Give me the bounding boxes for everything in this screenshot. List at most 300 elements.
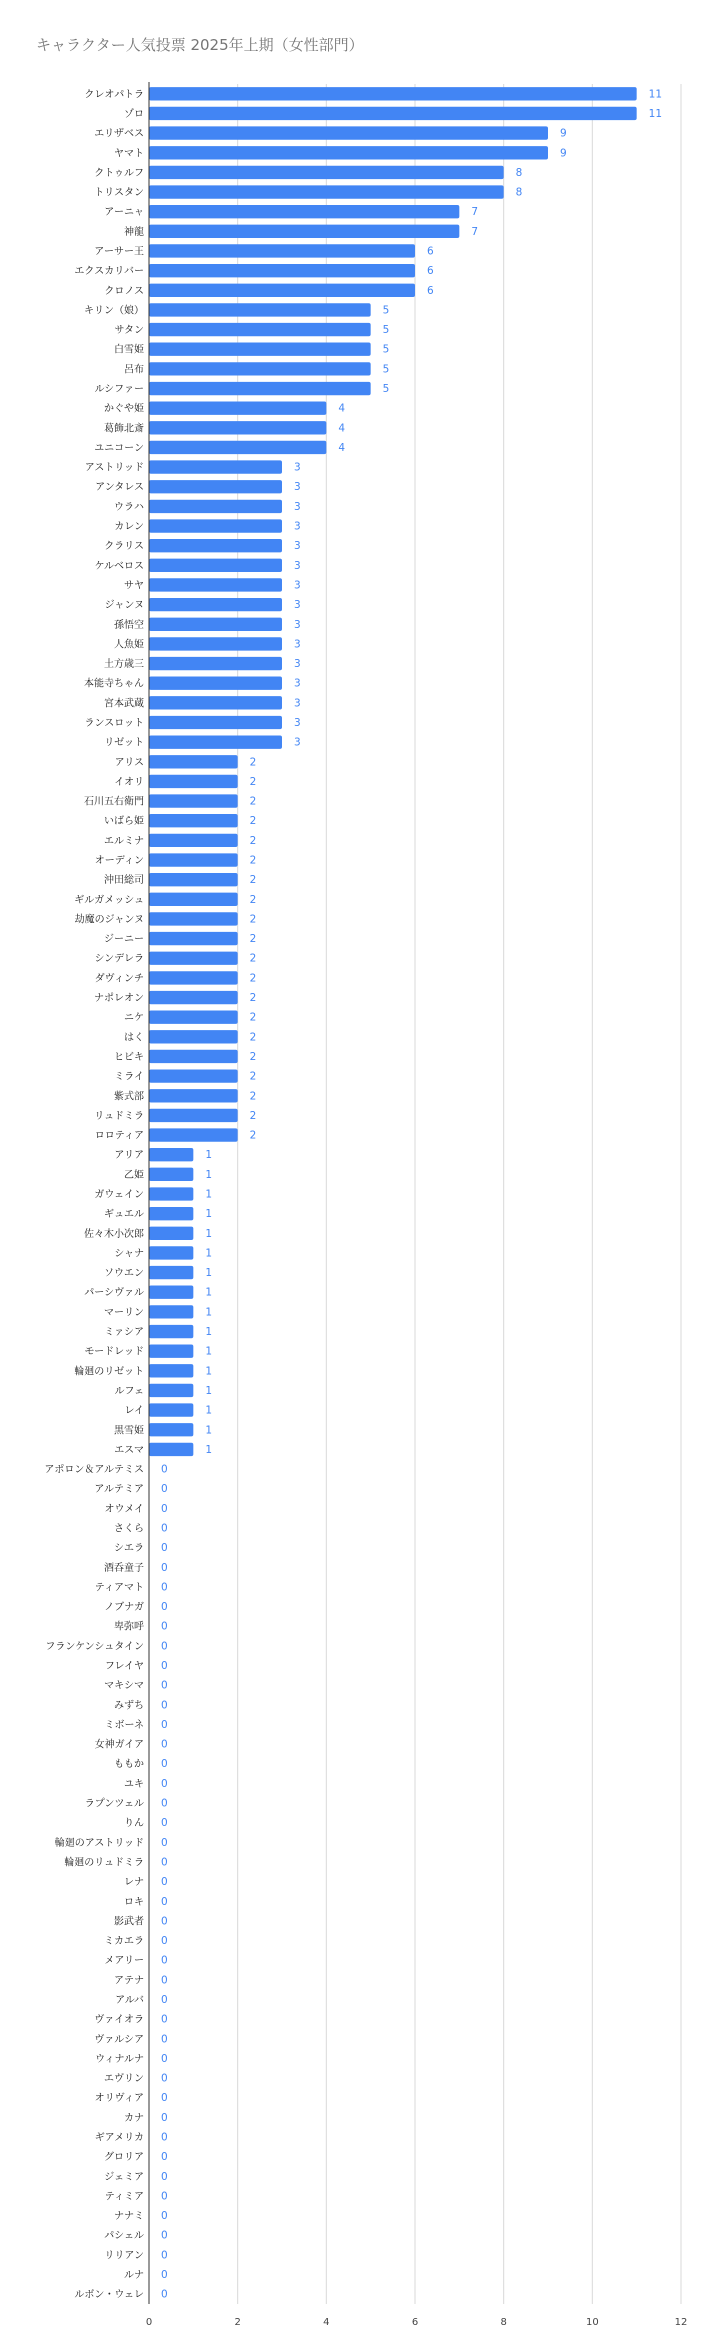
- value-label: 1: [205, 1443, 213, 1456]
- value-label: 2: [249, 1109, 257, 1122]
- value-label: 1: [205, 1404, 213, 1417]
- bar: [149, 677, 282, 690]
- bar: [149, 814, 238, 827]
- value-label: 0: [161, 1718, 168, 1731]
- value-label: 0: [161, 1993, 168, 2006]
- value-label: 5: [382, 343, 390, 356]
- bar: [149, 1050, 238, 1063]
- category-label: ゾロ: [124, 108, 144, 120]
- bar: [149, 637, 282, 650]
- bar: [149, 1325, 193, 1338]
- value-label: 0: [161, 1620, 168, 1633]
- value-label: 3: [294, 500, 301, 513]
- bar: [149, 1069, 238, 1082]
- category-label: ティミア: [104, 2191, 144, 2203]
- category-label: リュドミラ: [94, 1110, 144, 1122]
- category-label: イオリ: [114, 776, 144, 788]
- category-label: 人魚姫: [114, 639, 144, 651]
- bar: [149, 225, 459, 238]
- category-label: ジェミア: [104, 2171, 144, 2183]
- bar: [149, 362, 371, 375]
- category-label: サタン: [114, 325, 144, 337]
- value-label: 0: [161, 2288, 168, 2301]
- category-label: 本能寺ちゃん: [84, 678, 144, 690]
- value-label: 7: [471, 225, 479, 238]
- category-label: エリザベス: [94, 128, 144, 140]
- value-label: 5: [382, 304, 390, 317]
- value-label: 0: [161, 1895, 168, 1908]
- category-label: ロロティア: [94, 1130, 144, 1142]
- value-label: 2: [249, 913, 257, 926]
- category-label: エスマ: [114, 1444, 144, 1456]
- category-label: ミァシア: [104, 1327, 144, 1339]
- bar: [149, 794, 238, 807]
- value-label: 2: [249, 1031, 257, 1044]
- value-label: 1: [205, 1424, 213, 1437]
- value-label: 1: [205, 1267, 213, 1280]
- x-tick-label: 2: [234, 2317, 241, 2328]
- bar: [149, 1089, 238, 1102]
- bar: [149, 735, 282, 748]
- value-label: 5: [382, 324, 390, 337]
- category-label: ジーニー: [104, 934, 144, 946]
- category-label: 宮本武蔵: [104, 698, 144, 710]
- value-label: 1: [205, 1208, 213, 1221]
- category-label: アストリッド: [84, 462, 144, 474]
- x-tick-label: 4: [323, 2317, 330, 2328]
- bar: [149, 107, 637, 120]
- value-label: 0: [161, 2249, 168, 2262]
- bar: [149, 1011, 238, 1024]
- bar: [149, 441, 326, 454]
- value-label: 2: [249, 795, 257, 808]
- category-label: 石川五右衛門: [84, 796, 144, 808]
- category-label: ノブナガ: [104, 1602, 144, 1614]
- bar: [149, 421, 326, 434]
- bar: [149, 912, 238, 925]
- category-label: グロリア: [104, 2152, 144, 2164]
- category-label: マキシマ: [104, 1680, 144, 1692]
- category-label: 輪廻のリゼット: [74, 1366, 144, 1378]
- bar: [149, 382, 371, 395]
- bar: [149, 1187, 193, 1200]
- category-label: フランケンシュタイン: [45, 1641, 144, 1653]
- category-label: ガウェイン: [94, 1189, 144, 1201]
- bar: [149, 264, 415, 277]
- category-label: リゼット: [104, 737, 144, 749]
- bar: [149, 834, 238, 847]
- value-label: 1: [205, 1149, 213, 1162]
- bar: [149, 775, 238, 788]
- value-label: 0: [161, 2111, 168, 2124]
- value-label: 0: [161, 1640, 168, 1653]
- category-label: ヴァルシア: [94, 2034, 144, 2046]
- category-label: 乙姫: [124, 1169, 144, 1181]
- category-label: オーディン: [94, 855, 144, 867]
- x-tick-label: 10: [585, 2317, 599, 2328]
- value-label: 0: [161, 1817, 168, 1830]
- category-label: フレイヤ: [104, 1661, 144, 1673]
- value-label: 2: [249, 775, 257, 788]
- value-label: 0: [161, 1699, 168, 1712]
- x-tick-label: 0: [145, 2317, 153, 2328]
- category-label: ルボン・ウェレ: [74, 2289, 144, 2301]
- value-label: 9: [560, 127, 567, 140]
- value-label: 0: [161, 1954, 168, 1967]
- category-label: ルフェ: [114, 1385, 144, 1397]
- category-label: 影武者: [114, 1916, 144, 1928]
- value-label: 3: [294, 520, 301, 533]
- category-label: ユキ: [124, 1778, 144, 1790]
- bar: [149, 1384, 193, 1397]
- bar: [149, 657, 282, 670]
- bar: [149, 952, 238, 965]
- value-label: 2: [249, 1070, 257, 1083]
- value-label: 1: [205, 1306, 213, 1319]
- value-label: 3: [294, 638, 301, 651]
- bar: [149, 539, 282, 552]
- value-label: 1: [205, 1326, 213, 1339]
- category-label: はく: [124, 1032, 144, 1044]
- value-label: 1: [205, 1188, 213, 1201]
- category-label: 白雪姫: [114, 344, 144, 356]
- category-label: 輪廻のリュドミラ: [64, 1857, 144, 1869]
- bar: [149, 480, 282, 493]
- category-label: シエラ: [114, 1543, 144, 1555]
- value-label: 2: [249, 952, 257, 965]
- category-label: アリス: [114, 757, 144, 769]
- category-label: 沖田総司: [104, 875, 144, 887]
- bar: [149, 696, 282, 709]
- bar: [149, 1305, 193, 1318]
- bar: [149, 500, 282, 513]
- value-label: 1: [205, 1286, 213, 1299]
- value-label: 3: [294, 716, 301, 729]
- value-label: 6: [427, 265, 434, 278]
- category-label: 呂布: [124, 364, 144, 376]
- category-label: ナポレオン: [94, 993, 144, 1005]
- category-label: クレオパトラ: [84, 89, 144, 101]
- bar: [149, 1246, 193, 1259]
- value-label: 2: [249, 972, 257, 985]
- value-label: 0: [161, 1502, 168, 1515]
- value-label: 0: [161, 2072, 168, 2085]
- category-label: キリン（娘）: [84, 305, 144, 317]
- value-label: 2: [249, 1050, 257, 1063]
- value-label: 0: [161, 1463, 168, 1476]
- value-label: 3: [294, 658, 301, 671]
- category-label: アポロン＆アルテミス: [44, 1464, 144, 1476]
- bar: [149, 1148, 193, 1161]
- category-label: ケルベロス: [94, 560, 144, 572]
- category-label: ミカエラ: [104, 1936, 144, 1948]
- value-label: 0: [161, 1974, 168, 1987]
- category-label: ラプンツェル: [84, 1798, 144, 1810]
- bar: [149, 284, 415, 297]
- value-label: 0: [161, 2210, 168, 2223]
- value-label: 3: [294, 736, 301, 749]
- category-label: モードレッド: [84, 1346, 144, 1358]
- bar: [149, 185, 504, 198]
- category-label: マーリン: [104, 1307, 144, 1319]
- bar: [149, 1109, 238, 1122]
- bar: [149, 1030, 238, 1043]
- value-label: 0: [161, 2151, 168, 2164]
- bar: [149, 146, 548, 159]
- value-label: 4: [338, 402, 346, 415]
- category-label: アンタレス: [95, 482, 144, 494]
- value-label: 8: [515, 186, 523, 199]
- bar: [149, 853, 238, 866]
- category-label: かぐや姫: [104, 403, 144, 415]
- category-label: ミボーネ: [104, 1719, 144, 1731]
- category-label: 佐々木小次郎: [84, 1228, 144, 1240]
- bar: [149, 893, 238, 906]
- bar: [149, 716, 282, 729]
- category-label: ティアマト: [94, 1582, 144, 1594]
- category-label: エクスカリバー: [74, 266, 144, 278]
- category-label: アリア: [114, 1150, 144, 1162]
- x-tick-label: 6: [411, 2317, 419, 2328]
- bar: [149, 1128, 238, 1141]
- value-label: 2: [249, 874, 257, 887]
- category-label: サヤ: [124, 580, 144, 592]
- value-label: 3: [294, 618, 301, 631]
- category-label: パーシヴァル: [84, 1287, 144, 1299]
- value-label: 3: [294, 481, 301, 494]
- category-label: ランスロット: [84, 717, 144, 729]
- value-label: 1: [205, 1384, 213, 1397]
- bar: [149, 755, 238, 768]
- category-label: 神龍: [124, 226, 144, 238]
- category-label: シンデレラ: [94, 953, 144, 965]
- category-label: ギュエル: [104, 1209, 144, 1221]
- category-label: ルシファー: [94, 384, 144, 396]
- category-label: 劫魔のジャンヌ: [74, 914, 144, 926]
- bar: [149, 1344, 193, 1357]
- category-label: 卑弥呼: [114, 1621, 144, 1633]
- bar: [149, 323, 371, 336]
- category-label: エヴリン: [104, 2073, 144, 2085]
- category-label: いばら姫: [104, 816, 144, 828]
- value-label: 0: [161, 1915, 168, 1928]
- category-label: アルバ: [115, 1994, 144, 2006]
- bar: [149, 343, 371, 356]
- bar: [149, 1207, 193, 1220]
- category-label: 孫悟空: [114, 619, 144, 631]
- value-label: 2: [249, 893, 257, 906]
- category-label: エルミナ: [104, 835, 144, 847]
- bar: [149, 598, 282, 611]
- bar: [149, 1168, 193, 1181]
- category-label: クラリス: [104, 541, 144, 553]
- bar: [149, 126, 548, 139]
- value-label: 0: [161, 1483, 168, 1496]
- category-label: オリヴィア: [94, 2093, 144, 2105]
- category-label: アルテミア: [94, 1484, 144, 1496]
- value-label: 2: [249, 756, 257, 769]
- category-label: 輪廻のアストリッド: [54, 1837, 144, 1849]
- bar: [149, 401, 326, 414]
- bar: [149, 87, 637, 100]
- value-label: 0: [161, 1522, 168, 1535]
- value-label: 2: [249, 834, 257, 847]
- bar: [149, 166, 504, 179]
- bar: [149, 971, 238, 984]
- value-label: 4: [338, 422, 346, 435]
- value-label: 3: [294, 461, 301, 474]
- x-tick-label: 8: [500, 2317, 507, 2328]
- category-label: ももか: [114, 1759, 144, 1771]
- bar: [149, 460, 282, 473]
- category-label: 酒呑童子: [104, 1562, 144, 1574]
- value-label: 1: [205, 1365, 213, 1378]
- category-label: レナ: [124, 1877, 144, 1889]
- value-label: 1: [205, 1168, 213, 1181]
- bar: [149, 303, 371, 316]
- value-label: 0: [161, 1758, 168, 1771]
- value-label: 0: [161, 1797, 168, 1810]
- value-label: 0: [161, 1581, 168, 1594]
- value-label: 5: [382, 383, 390, 396]
- category-label: 土方歳三: [104, 659, 144, 671]
- value-label: 11: [648, 88, 663, 101]
- category-label: ヒビキ: [114, 1051, 144, 1063]
- bar: [149, 991, 238, 1004]
- category-label: 葛飾北斎: [104, 423, 144, 435]
- x-tick-label: 12: [674, 2317, 688, 2328]
- value-label: 0: [161, 1679, 168, 1692]
- value-label: 3: [294, 697, 301, 710]
- category-label: さくら: [114, 1523, 144, 1535]
- bar: [149, 1403, 193, 1416]
- category-label: ルナ: [124, 2270, 144, 2282]
- bar: [149, 1443, 193, 1456]
- bar: [149, 1423, 193, 1436]
- category-label: ウラハ: [114, 501, 144, 513]
- bar: [149, 618, 282, 631]
- category-label: りん: [124, 1818, 144, 1830]
- value-label: 0: [161, 2013, 168, 2026]
- bar: [149, 519, 282, 532]
- category-label: オウメイ: [104, 1503, 144, 1515]
- category-label: ギルガメッシュ: [74, 894, 144, 906]
- category-label: トリスタン: [94, 187, 144, 199]
- bar: [149, 1227, 193, 1240]
- value-label: 0: [161, 2092, 168, 2105]
- value-label: 0: [161, 2131, 168, 2144]
- value-label: 5: [382, 363, 390, 376]
- value-label: 1: [205, 1345, 213, 1358]
- value-label: 2: [249, 1129, 257, 1142]
- category-label: ヤマト: [114, 148, 144, 160]
- value-label: 3: [294, 540, 301, 553]
- category-label: シャナ: [114, 1248, 144, 1260]
- category-label: ロキ: [124, 1896, 144, 1908]
- chart-title: キャラクター人気投票 2025年上期（女性部門）: [36, 36, 364, 54]
- value-label: 9: [560, 147, 567, 160]
- category-label: パシェル: [104, 2230, 144, 2242]
- value-label: 3: [294, 599, 301, 612]
- category-label: リリアン: [104, 2250, 144, 2262]
- category-label: ユニコーン: [94, 442, 144, 454]
- value-label: 2: [249, 815, 257, 828]
- category-label: ミライ: [114, 1071, 144, 1083]
- bar: [149, 873, 238, 886]
- value-label: 0: [161, 2229, 168, 2242]
- value-label: 11: [648, 107, 663, 120]
- value-label: 8: [515, 166, 523, 179]
- value-label: 0: [161, 1935, 168, 1948]
- category-label: クロノス: [104, 285, 144, 297]
- value-label: 0: [161, 1856, 168, 1869]
- category-label: みずち: [114, 1700, 144, 1712]
- category-label: 紫式部: [114, 1091, 144, 1103]
- category-label: ギアメリカ: [94, 2132, 144, 2144]
- value-label: 0: [161, 1601, 168, 1614]
- category-label: 黒雪姫: [114, 1425, 144, 1437]
- value-label: 2: [249, 933, 257, 946]
- category-label: アテナ: [114, 1975, 144, 1987]
- category-label: ナナミ: [114, 2211, 144, 2223]
- value-label: 0: [161, 2170, 168, 2183]
- value-label: 0: [161, 1660, 168, 1673]
- value-label: 0: [161, 1561, 168, 1574]
- value-label: 2: [249, 992, 257, 1005]
- category-label: カナ: [124, 2112, 144, 2124]
- category-label: アーサー王: [94, 246, 144, 258]
- value-label: 0: [161, 1876, 168, 1889]
- bar: [149, 578, 282, 591]
- value-label: 0: [161, 2052, 168, 2065]
- value-label: 4: [338, 441, 346, 454]
- category-label: クトゥルフ: [94, 167, 144, 179]
- value-label: 6: [427, 284, 434, 297]
- category-label: アーニャ: [104, 207, 144, 219]
- value-label: 2: [249, 1011, 257, 1024]
- bar: [149, 244, 415, 257]
- value-label: 1: [205, 1247, 213, 1260]
- value-label: 0: [161, 1738, 168, 1751]
- category-label: ダヴィンチ: [94, 973, 144, 985]
- value-label: 0: [161, 1836, 168, 1849]
- bar: [149, 1286, 193, 1299]
- bar: [149, 1266, 193, 1279]
- value-label: 0: [161, 1542, 168, 1555]
- value-label: 0: [161, 2033, 168, 2046]
- value-label: 3: [294, 579, 301, 592]
- value-label: 6: [427, 245, 434, 258]
- category-label: ソウエン: [104, 1268, 144, 1280]
- category-label: 女神ガイア: [94, 1739, 144, 1751]
- category-label: ヴァイオラ: [94, 2014, 144, 2026]
- category-label: メアリー: [104, 1955, 144, 1967]
- category-label: レイ: [124, 1405, 144, 1417]
- bar: [149, 559, 282, 572]
- value-label: 2: [249, 1090, 257, 1103]
- category-label: ニケ: [124, 1012, 144, 1024]
- value-label: 0: [161, 2269, 168, 2282]
- bar: [149, 1364, 193, 1377]
- value-label: 3: [294, 677, 301, 690]
- value-label: 3: [294, 559, 301, 572]
- value-label: 0: [161, 1777, 168, 1790]
- category-label: カレン: [114, 521, 144, 533]
- value-label: 7: [471, 206, 479, 219]
- bar: [149, 932, 238, 945]
- bar: [149, 205, 459, 218]
- category-label: ウィナルナ: [95, 2053, 144, 2065]
